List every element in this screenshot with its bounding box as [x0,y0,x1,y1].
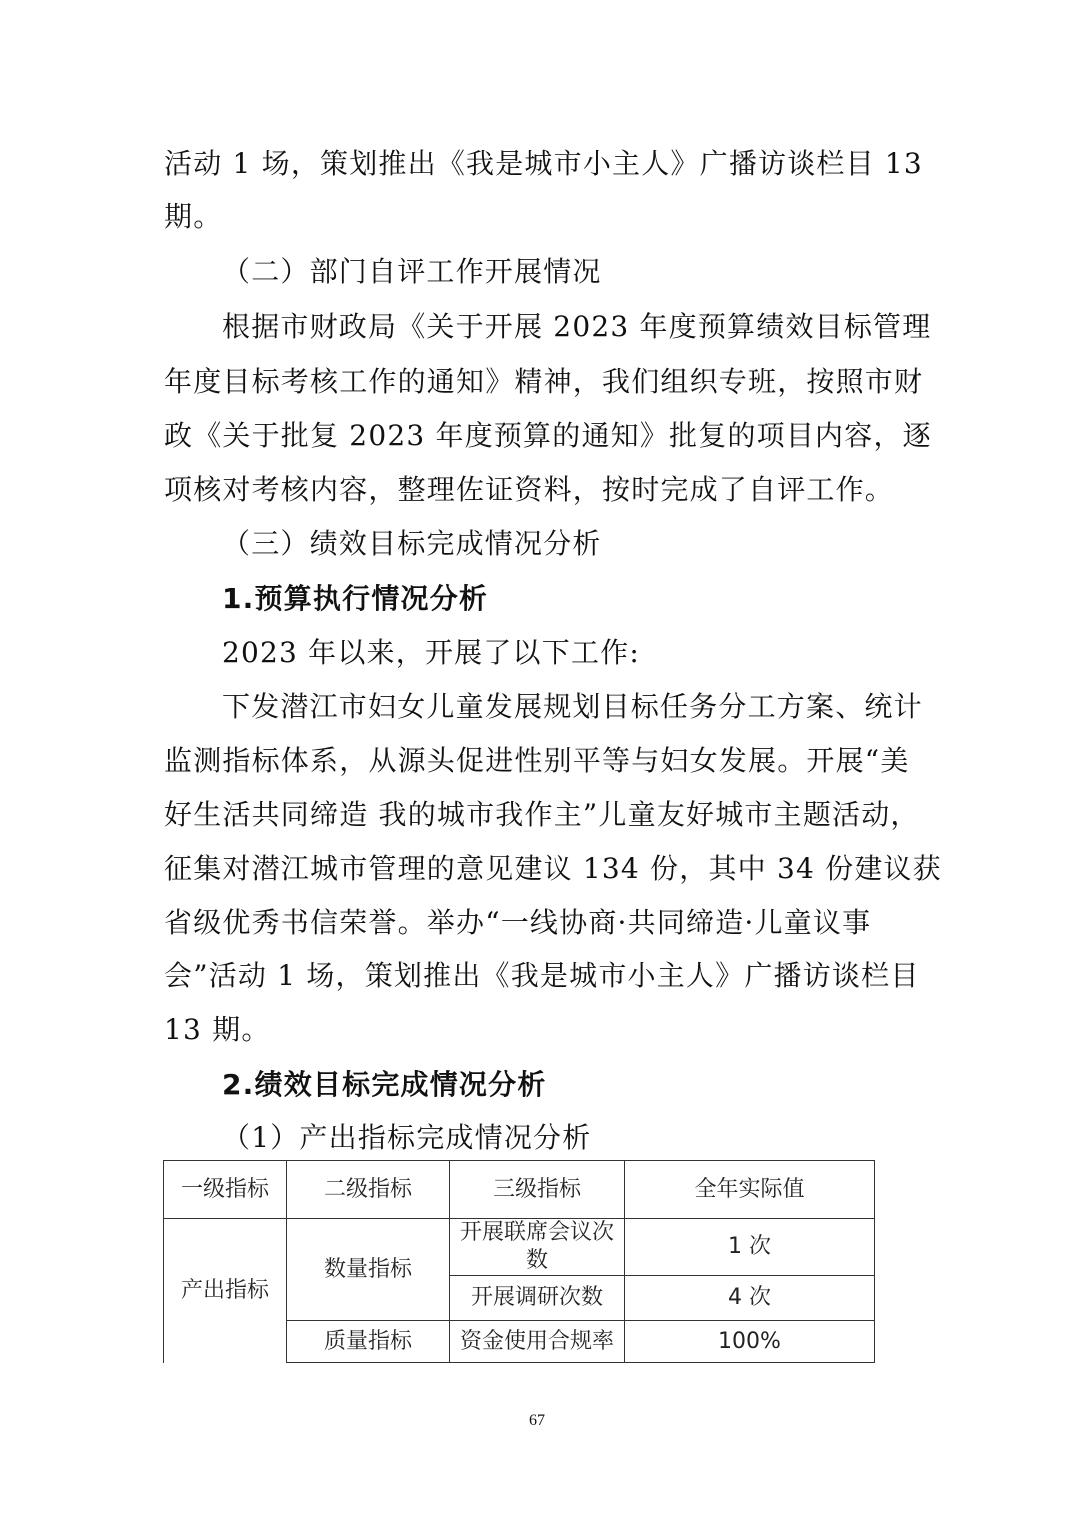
metrics-table [163,1160,875,1363]
paragraph-line: 活动 1 场，策划推出《我是城市小主人》广播访谈栏目 13 [164,147,923,180]
value-cell: 1 次 [625,1219,875,1276]
level3-cell: 开展调研次数 [450,1276,625,1321]
table-row [164,1219,875,1276]
paragraph-line: 征集对潜江城市管理的意见建议 134 份，其中 34 份建议获 [164,852,942,885]
paragraph-line: 13 期。 [164,1013,271,1046]
page-number: 67 [529,1412,545,1429]
paragraph-line: 期。 [164,200,223,233]
table-header-row [164,1161,875,1219]
value-cell: 4 次 [625,1276,875,1321]
table-header-cell: 一级指标 [164,1161,287,1219]
paragraph-line: 政《关于批复 2023 年度预算的通知》批复的项目内容，逐 [164,419,932,452]
paragraph-line: 好生活共同缔造 我的城市我作主”儿童友好城市主题活动， [164,798,920,831]
level2-cell: 数量指标 [287,1219,450,1321]
table-header-cell: 二级指标 [287,1161,450,1219]
table-caption: （1）产出指标完成情况分析 [222,1121,592,1154]
section-heading: （二）部门自评工作开展情况 [222,255,602,288]
paragraph-line: 监测指标体系，从源头促进性别平等与妇女发展。开展“美 [164,744,910,777]
section-heading: （三）绩效目标完成情况分析 [222,527,602,560]
value-cell: 100% [625,1321,875,1363]
level3-cell: 开展联席会议次数 [450,1219,625,1276]
paragraph-line: 根据市财政局《关于开展 2023 年度预算绩效目标管理 [222,310,932,343]
table-header-cell: 三级指标 [450,1161,625,1219]
level2-cell: 质量指标 [287,1321,450,1363]
level1-cell: 产出指标 [164,1219,287,1363]
paragraph-line: 下发潜江市妇女儿童发展规划目标任务分工方案、统计 [222,690,923,723]
paragraph-line: 2023 年以来，开展了以下工作: [222,636,640,669]
paragraph-line: 省级优秀书信荣誉。举办“一线协商·共同缔造·儿童议事 [164,906,872,939]
subsection-heading: 1.预算执行情况分析 [222,582,489,615]
paragraph-line: 项核对考核内容，整理佐证资料，按时完成了自评工作。 [164,473,895,506]
subsection-heading: 2.绩效目标完成情况分析 [222,1068,547,1101]
table-header-cell: 全年实际值 [625,1161,875,1219]
level3-cell: 资金使用合规率 [450,1321,625,1363]
paragraph-line: 会”活动 1 场，策划推出《我是城市小主人》广播访谈栏目 [164,959,920,992]
paragraph-line: 年度目标考核工作的通知》精神，我们组织专班，按照市财 [164,365,924,398]
